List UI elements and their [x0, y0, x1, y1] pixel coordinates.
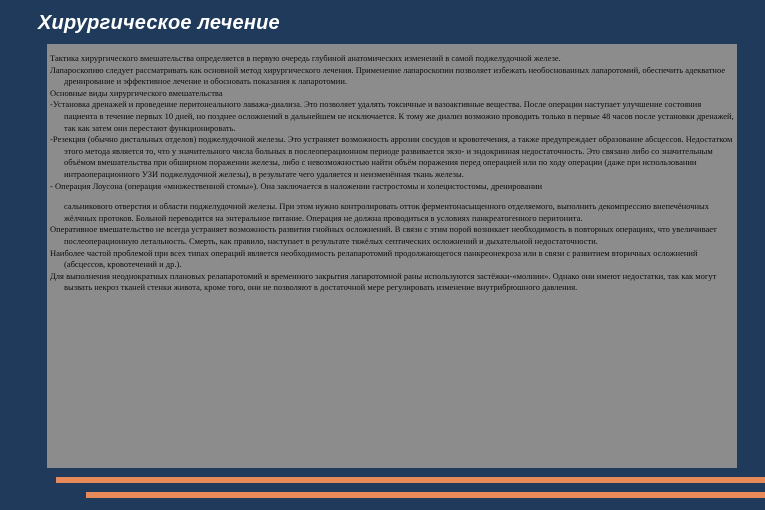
decorative-bar-top [56, 477, 765, 483]
paragraph-lawson-continued: сальникового отверстия и области поджелудочной железы. При этом нужно контролировать отток ферментонасыщенного отделяемого, выполнить декомпрессию внепечёночных жёлчных протоков. Больной переводится на энтеральное питание. Операция не должна проводиться в условиях панкреатогенного перитонита. [64, 201, 709, 223]
paragraph-drainage: -Установка дренажей и проведение перитонеального лаважа-диализа. Это позволяет удалять токсичные и вазоактивные вещества. После операции наступает улучшение состояния пациента в течение первых 10 дней, но позднее осложнений в дальнейшем не исключается. К тому же диализ возможно проводить только в первые 48 часов после установки дренажей, так как затем они перестают функционировать. [50, 99, 734, 133]
slide-content [50, 53, 734, 294]
paragraph-laparoscopy: Лапароскопию следует рассматривать как основной метод хирургического лечения. Применение лапароскопии позволяет избежать необоснованных лапаротомий, обеспечить адекватное дренирование и эффективное лечение и обосновать показания к лапаротомии. [50, 64, 726, 87]
paragraph-resection: -Резекция (обычно дистальных отделов) поджелудочной железы. Это устраняет возможность аррозии сосудов и кровотечения, а также предупреждает образование абсцессов. Недостатком этого метода является то, что у значительного числа больных в послеоперационном периоде развивается экзо- и эндокринная недостаточность. Это связано либо со значительным объёмом вмешательства при обширном поражении железы, либо с невозможностью найти объём поражения перед операцией или по ходу операции (даже при использовании интраоперационного УЗИ поджелудочной железы), в результате чего удаляется и неизменённая ткань железы. [50, 134, 733, 179]
slide-title: Хирургическое лечение [38, 12, 280, 34]
paragraph-complications: Оперативное вмешательство не всегда устраняет возможность развития гнойных осложнений. В связи с этим порой возникает необходимость в повторных операциях, что увеличивает послеоперационную летальность. Смерть, как правило, наступает в результате тяжёлых септических осложнений и дыхательной недостаточности. [50, 224, 717, 246]
decorative-bar-bottom [86, 492, 765, 498]
paragraph-intro: Тактика хирургического вмешательства определяется в первую очередь глубиной анатомических изменений в самой поджелудочной железе. [50, 53, 561, 63]
paragraph-lawson: - Операция Лоусона (операция «множественной стомы»). Она заключается в наложении гастростомы и холецистостомы, дренировании [50, 180, 543, 191]
paragraph-types-heading: Основные виды хирургического вмешательства [50, 87, 223, 98]
paragraph-zippers: Для выполнения неоднократных плановых релапаротомий и временного закрытия лапаротомной раны используются застёжки-«молнии». Однако они имеют недостатки, так как могут вызвать некроз тканей стенки живота, кроме того, они не позволяют в достаточной мере регулировать изменение внутрибрюшного давления. [50, 270, 717, 293]
paragraph-relaparotomy: Наиболее частой проблемой при всех типах операций является необходимость релапаротомий продолжающегося панкреонекроза или в связи с развитием вторичных осложнений (абсцессов, кровотечений и др.). [50, 247, 698, 270]
